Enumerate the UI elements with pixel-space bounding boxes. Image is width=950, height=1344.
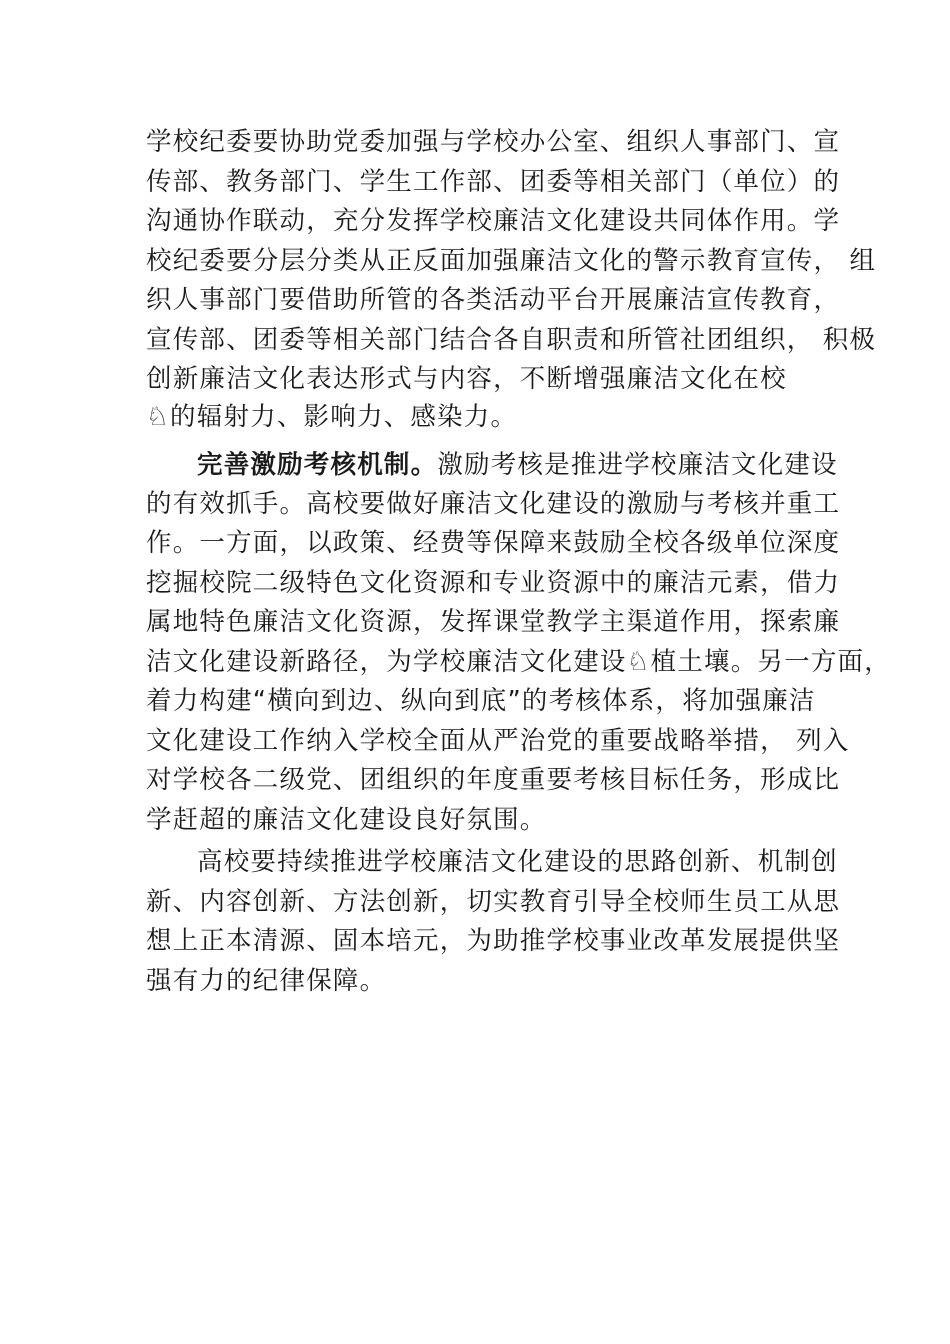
paragraph2-line-7: 着力构建“横向到边、纵向到底”的考核体系，将加强廉洁 <box>146 686 816 716</box>
paragraph2-line-2: 的有效抓手。高校要做好廉洁文化建设的激励与考核并重工 <box>146 489 841 519</box>
paragraph2-line-10: 学赶超的廉洁文化建设良好氛围。 <box>146 805 547 835</box>
paragraph3-line-2: 新、内容创新、方法创新，切实教育引导全校师生员工从思 <box>146 887 841 917</box>
paragraph3-line-4: 强有力的纪律保障。 <box>146 966 387 996</box>
paragraph2-line-4: 挖掘校院二级特色文化资源和专业资源中的廉洁元素，借力 <box>146 568 841 598</box>
paragraph2-line-9: 对学校各二级党、团组织的年度重要考核目标任务，形成比 <box>146 765 841 795</box>
paragraph2-heading: 完善激励考核机制。 <box>197 450 438 480</box>
paragraph3-line-1: 高校要持续推进学校廉洁文化建设的思路创新、机制创 <box>197 847 838 877</box>
paragraph2-first-line-rest: 激励考核是推进学校廉洁文化建设 <box>437 450 838 480</box>
paragraph2-line-1 <box>197 447 838 483</box>
paragraph1-line-6: 宣传部、团委等相关部门结合各自职责和所管社团组织， 积极 <box>146 325 877 355</box>
paragraph1-line-3: 沟通协作联动，充分发挥学校廉洁文化建设共同体作用。学 <box>146 206 841 236</box>
paragraph1-line-8: ♘的辐射力、影响力、感染力。 <box>146 402 518 432</box>
paragraph1-line-5: 织人事部门要借助所管的各类活动平台开展廉洁宣传教育， <box>146 285 841 315</box>
paragraph3-line-3: 想上正本清源、固本培元，为助推学校事业改革发展提供坚 <box>146 926 841 956</box>
paragraph1-line-1: 学校纪委要协助党委加强与学校办公室、组织人事部门、宣 <box>146 127 841 157</box>
paragraph2-line-6: 洁文化建设新路径，为学校廉洁文化建设♘植土壤。另一方面， <box>146 647 891 677</box>
paragraph2-line-8: 文化建设工作纳入学校全面从严治党的重要战略举措， 列入 <box>146 726 850 756</box>
paragraph2-line-3: 作。一方面，以政策、经费等保障来鼓励全校各级单位深度 <box>146 528 841 558</box>
paragraph2-line-5: 属地特色廉洁文化资源，发挥课堂教学主渠道作用，探索廉 <box>146 607 841 637</box>
paragraph1-line-7: 创新廉洁文化表达形式与内容，不断增强廉洁文化在校 <box>146 364 787 394</box>
paragraph1-line-2: 传部、教务部门、学生工作部、团委等相关部门（单位）的 <box>146 167 841 197</box>
paragraph1-line-4: 校纪委要分层分类从正反面加强廉洁文化的警示教育宣传， 组 <box>146 246 877 276</box>
